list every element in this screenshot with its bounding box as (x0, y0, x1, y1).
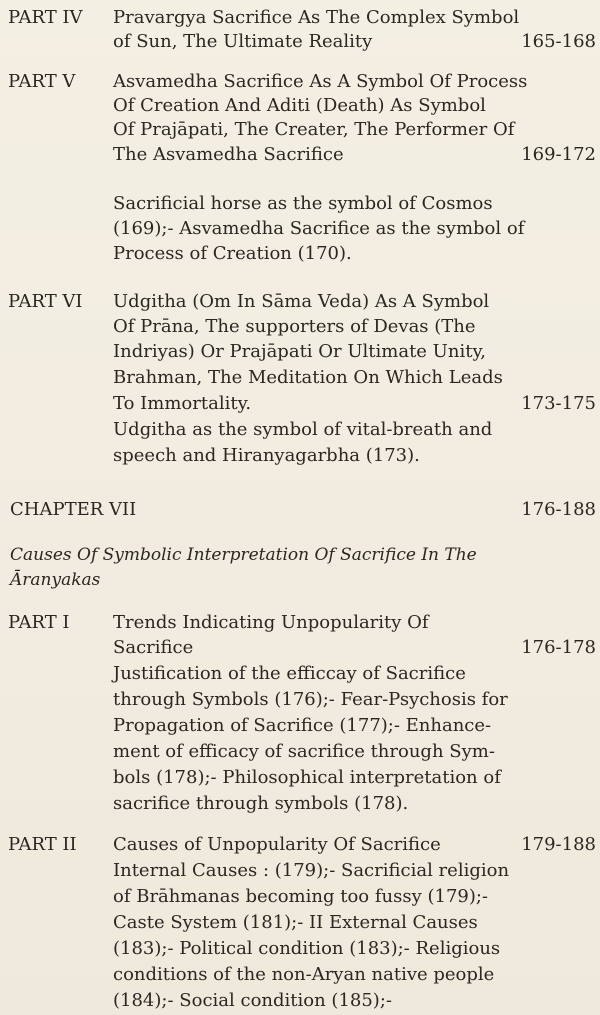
chapter-pages: 176-188 (521, 499, 596, 520)
part-vi-title-line-2: Of Prāna, The supporters of Devas (The (113, 316, 476, 337)
part-i-note-line-6: sacrifice through symbols (178). (113, 793, 409, 814)
part-ii-label: PART II (8, 834, 77, 855)
part-i-note-line-1: Justification of the efficcay of Sacrifice (113, 663, 466, 684)
part-vi-note-line-2: speech and Hiranyagarbha (173). (113, 445, 420, 466)
part-i-pages: 176-178 (521, 637, 596, 658)
part-vi-pages: 173-175 (521, 393, 596, 414)
part-i-title-line-1: Trends Indicating Unpopularity Of (113, 612, 429, 633)
part-iv-title-line-2: of Sun, The Ultimate Reality (113, 31, 373, 52)
part-v-note-line-2: (169);- Asvamedha Sacrifice as the symbol of (113, 218, 525, 239)
part-ii-note-line-4: (183);- Political condition (183);- Religious (113, 938, 501, 959)
part-ii-pages: 179-188 (521, 834, 596, 855)
part-i-label: PART I (8, 612, 70, 633)
part-v-title-line-1: Asvamedha Sacrifice As A Symbol Of Process (113, 71, 528, 92)
part-i-note-line-4: ment of efficacy of sacrifice through Sym- (113, 741, 495, 762)
part-vi-title-line-4: Brahman, The Meditation On Which Leads (113, 367, 503, 388)
part-v-note-line-3: Process of Creation (170). (113, 243, 352, 264)
part-v-title-line-4: The Asvamedha Sacrifice (113, 144, 344, 165)
chapter-subtitle-line-1: Causes Of Symbolic Interpretation Of Sacrifice In The (10, 545, 477, 565)
part-v-title-line-2: Of Creation And Aditi (Death) As Symbol (113, 95, 486, 116)
part-ii-title-line-1: Causes of Unpopularity Of Sacrifice (113, 834, 441, 855)
part-v-pages: 169-172 (521, 144, 596, 165)
part-i-note-line-2: through Symbols (176);- Fear-Psychosis for (113, 689, 508, 710)
part-iv-pages: 165-168 (521, 31, 596, 52)
part-vi-title-line-1: Udgitha (Om In Sāma Veda) As A Symbol (113, 291, 490, 312)
part-vi-title-line-5: To Immortality. (113, 393, 252, 414)
part-v-label: PART V (8, 71, 76, 92)
chapter-title: CHAPTER VII (10, 499, 137, 520)
part-ii-note-line-6: (184);- Social condition (185);- (113, 990, 392, 1011)
part-ii-note-line-2: of Brāhmanas becoming too fussy (179);- (113, 886, 489, 907)
part-vi-note-line-1: Udgitha as the symbol of vital-breath and (113, 419, 493, 440)
part-i-title-line-2: Sacrifice (113, 637, 194, 658)
part-v-title-line-3: Of Prajāpati, The Creater, The Performer Of (113, 119, 515, 140)
chapter-subtitle-line-2: Āranyakas (10, 570, 101, 590)
part-ii-note-line-1: Internal Causes : (179);- Sacrificial religion (113, 860, 510, 881)
part-vi-label: PART VI (8, 291, 83, 312)
part-iv-title-line-1: Pravargya Sacrifice As The Complex Symbol (113, 7, 520, 28)
part-v-note-line-1: Sacrificial horse as the symbol of Cosmos (113, 193, 493, 214)
part-i-note-line-3: Propagation of Sacrifice (177);- Enhance- (113, 715, 492, 736)
part-iv-label: PART IV (8, 7, 83, 28)
part-ii-note-line-3: Caste System (181);- II External Causes (113, 912, 478, 933)
part-i-note-line-5: bols (178);- Philosophical interpretation of (113, 767, 501, 788)
part-ii-note-line-5: conditions of the non-Aryan native people (113, 964, 495, 985)
part-vi-title-line-3: Indriyas) Or Prajāpati Or Ultimate Unity, (113, 341, 486, 362)
